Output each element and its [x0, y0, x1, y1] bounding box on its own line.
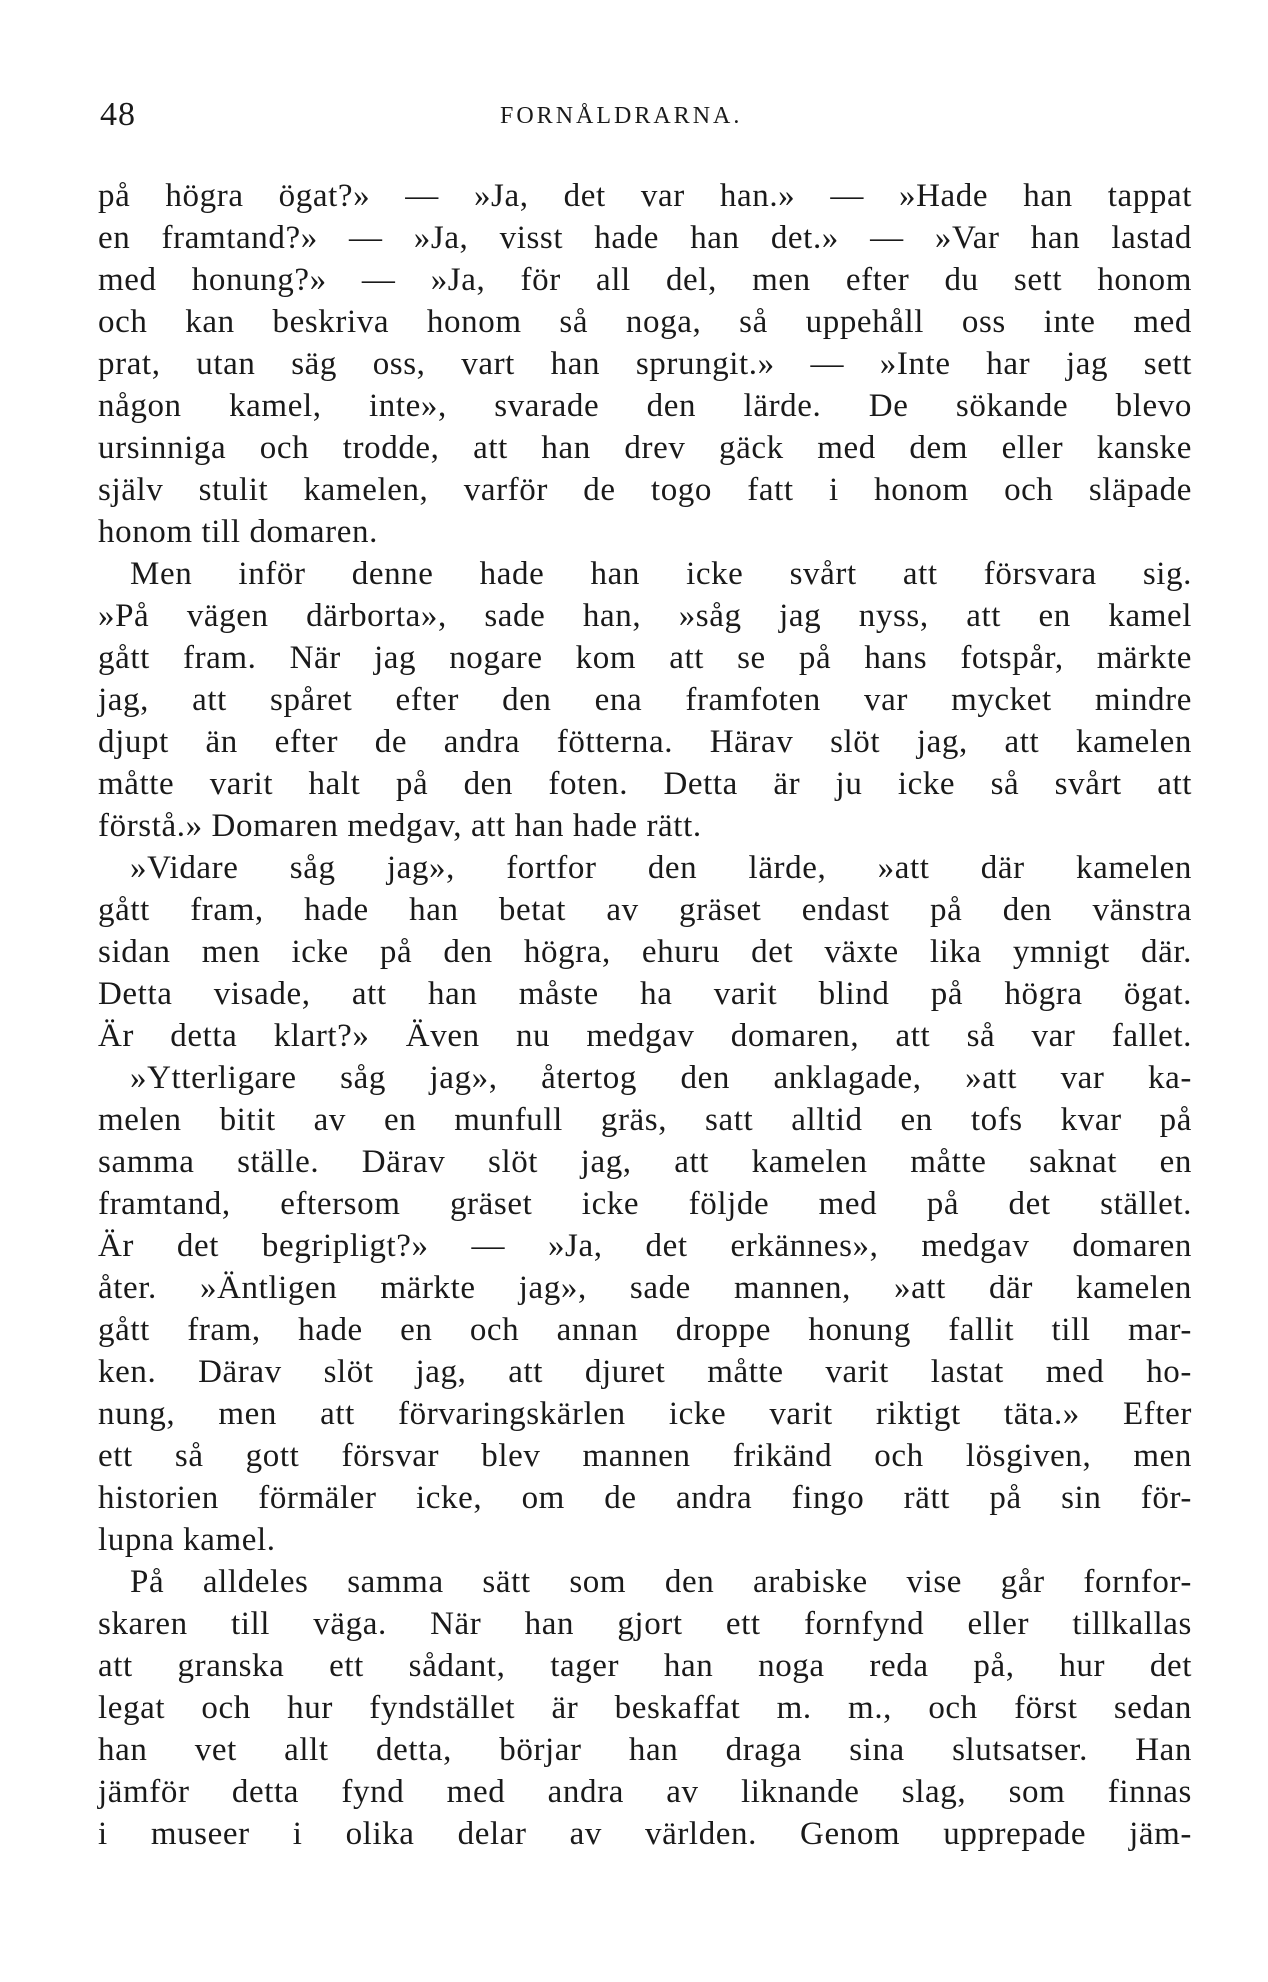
- text-line: gått fram. När jag nogare kom att se på hans fotspår, märkte: [98, 640, 1192, 676]
- text-line: Men inför denne hade han icke svårt att försvara sig.: [130, 556, 1192, 592]
- text-line: prat, utan säg oss, vart han sprungit.» — »Inte har jag sett: [98, 346, 1192, 382]
- text-line: med honung?» — »Ja, för all del, men efter du sett honom: [98, 262, 1192, 298]
- running-head: FORNÅLDRARNA.: [500, 103, 743, 129]
- text-line: Är detta klart?» Även nu medgav domaren, att så var fallet.: [98, 1018, 1192, 1054]
- text-line: lupna kamel.: [98, 1522, 276, 1558]
- text-line: gått fram, hade han betat av gräset endast på den vänstra: [98, 892, 1192, 928]
- text-line: åter. »Äntligen märkte jag», sade mannen, »att där kamelen: [98, 1270, 1192, 1306]
- text-line: honom till domaren.: [98, 514, 378, 550]
- text-line: en framtand?» — »Ja, visst hade han det.» — »Var han lastad: [98, 220, 1192, 256]
- text-line: att granska ett sådant, tager han noga reda på, hur det: [98, 1648, 1192, 1684]
- text-line: ursinniga och trodde, att han drev gäck med dem eller kanske: [98, 430, 1192, 466]
- text-line: nung, men att förvaringskärlen icke varit riktigt täta.» Efter: [98, 1396, 1192, 1432]
- text-line: förstå.» Domaren medgav, att han hade rätt.: [98, 808, 702, 844]
- text-line: själv stulit kamelen, varför de togo fatt i honom och släpade: [98, 472, 1192, 508]
- text-line: ken. Därav slöt jag, att djuret måtte varit lastat med ho-: [98, 1354, 1192, 1390]
- text-line: ett så gott försvar blev mannen frikänd och lösgiven, men: [98, 1438, 1192, 1474]
- text-line: skaren till väga. När han gjort ett fornfynd eller tillkallas: [98, 1606, 1192, 1642]
- text-line: djupt än efter de andra fötterna. Härav slöt jag, att kamelen: [98, 724, 1192, 760]
- text-line: i museer i olika delar av världen. Genom upprepade jäm-: [98, 1816, 1192, 1852]
- text-line: Är det begripligt?» — »Ja, det erkännes», medgav domaren: [98, 1228, 1192, 1264]
- text-line: »På vägen därborta», sade han, »såg jag nyss, att en kamel: [98, 598, 1192, 634]
- page-number: 48: [100, 96, 136, 133]
- text-line: sidan men icke på den högra, ehuru det växte lika ymnigt där.: [98, 934, 1192, 970]
- text-line: melen bitit av en munfull gräs, satt alltid en tofs kvar på: [98, 1102, 1192, 1138]
- text-line: »Vidare såg jag», fortfor den lärde, »att där kamelen: [130, 850, 1192, 886]
- text-line: jag, att spåret efter den ena framfoten var mycket mindre: [98, 682, 1192, 718]
- body-text: [98, 175, 1192, 1855]
- text-line: På alldeles samma sätt som den arabiske vise går fornfor-: [130, 1564, 1192, 1600]
- text-line: han vet allt detta, börjar han draga sina slutsatser. Han: [98, 1732, 1192, 1768]
- text-line: jämför detta fynd med andra av liknande slag, som finnas: [98, 1774, 1192, 1810]
- text-line: samma ställe. Därav slöt jag, att kamelen måtte saknat en: [98, 1144, 1192, 1180]
- text-line: Detta visade, att han måste ha varit blind på högra ögat.: [98, 976, 1192, 1012]
- text-line: gått fram, hade en och annan droppe honung fallit till mar-: [98, 1312, 1192, 1348]
- text-line: någon kamel, inte», svarade den lärde. De sökande blevo: [98, 388, 1192, 424]
- text-line: framtand, eftersom gräset icke följde med på det stället.: [98, 1186, 1192, 1222]
- text-line: på högra ögat?» — »Ja, det var han.» — »Hade han tappat: [98, 178, 1192, 214]
- text-line: historien förmäler icke, om de andra fingo rätt på sin för-: [98, 1480, 1192, 1516]
- text-line: legat och hur fyndstället är beskaffat m. m., och först sedan: [98, 1690, 1192, 1726]
- text-line: »Ytterligare såg jag», återtog den anklagade, »att var ka-: [130, 1060, 1192, 1096]
- text-line: måtte varit halt på den foten. Detta är ju icke så svårt att: [98, 766, 1192, 802]
- text-line: och kan beskriva honom så noga, så uppehåll oss inte med: [98, 304, 1192, 340]
